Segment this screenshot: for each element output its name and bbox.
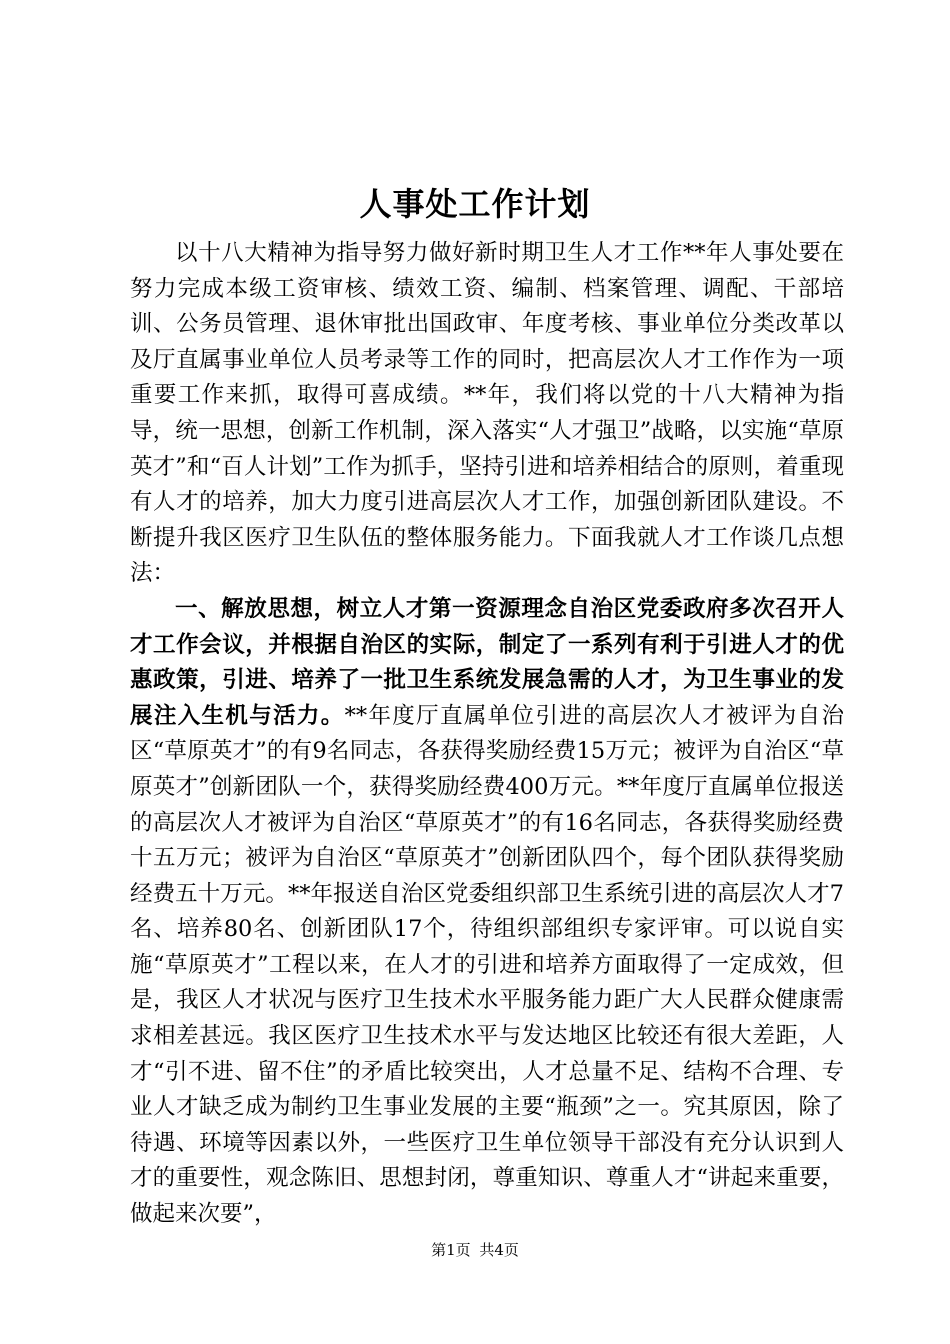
section-one-heading: 一、解放思想，树立人才第一资源理念自治区党委政府多次召开人才工作会议，并根据自治区的实际，制定了一系列有利于引进人才的优惠政策，引进、培养了一批卫生系统发展急需的人才，为卫生事业的发展注入生机与活力。 [130, 595, 844, 729]
page-number-total: 共4页 [479, 1241, 519, 1259]
section-one-body: **年度厅直属单位引进的高层次人才被评为自治区“草原英才”的有9名同志，各获得奖励经费15万元；被评为自治区“草原英才”创新团队一个，获得奖励经费400万元。**年度厅直属单位报送的高层次人才被评为自治区“草原英才”的有16名同志，各获得奖励经费十五万元；被评为自治区“草原英才”创新团队四个，每个团队获得奖励经费五十万元。**年报送自治区党委组织部卫生系统引进的高层次人才7名、培养80名、创新团队17个，待组织部组织专家评审。可以说自实施“草原英才”工程以来，在人才的引进和培养方面取得了一定成效，但是，我区人才状况与医疗卫生技术水平服务能力距广大人民群众健康需求相差甚远。我区医疗卫生技术水平与发达地区比较还有很大差距，人才“引不进、留不住”的矛盾比较突出，人才总量不足、结构不合理、专业人才缺乏成为制约卫生事业发展的主要“瓶颈”之一。究其原因，除了待遇、环境等因素以外，一些医疗卫生单位领导干部没有充分认识到人才的重要性，观念陈旧、思想封闭，尊重知识、尊重人才“讲起来重要，做起来次要”， [130, 702, 844, 1228]
document-body [130, 236, 844, 1233]
paragraph-section-one [130, 592, 844, 1233]
page-footer [0, 1240, 950, 1260]
paragraph-intro: 以十八大精神为指导努力做好新时期卫生人才工作**年人事处要在努力完成本级工资审核、绩效工资、编制、档案管理、调配、干部培训、公务员管理、退休审批出国政审、年度考核、事业单位分类改革以及厅直属事业单位人员考录等工作的同时，把高层次人才工作作为一项重要工作来抓，取得可喜成绩。**年，我们将以党的十八大精神为指导，统一思想，创新工作机制，深入落实“人才强卫”战略，以实施“草原英才”和“百人计划”工作为抓手，坚持引进和培养相结合的原则，着重现有人才的培养，加大力度引进高层次人才工作，加强创新团队建设。不断提升我区医疗卫生队伍的整体服务能力。下面我就人才工作谈几点想法： [130, 240, 844, 587]
document-title: 人事处工作计划 [359, 185, 591, 223]
page-number-current: 第1页 [431, 1241, 471, 1259]
